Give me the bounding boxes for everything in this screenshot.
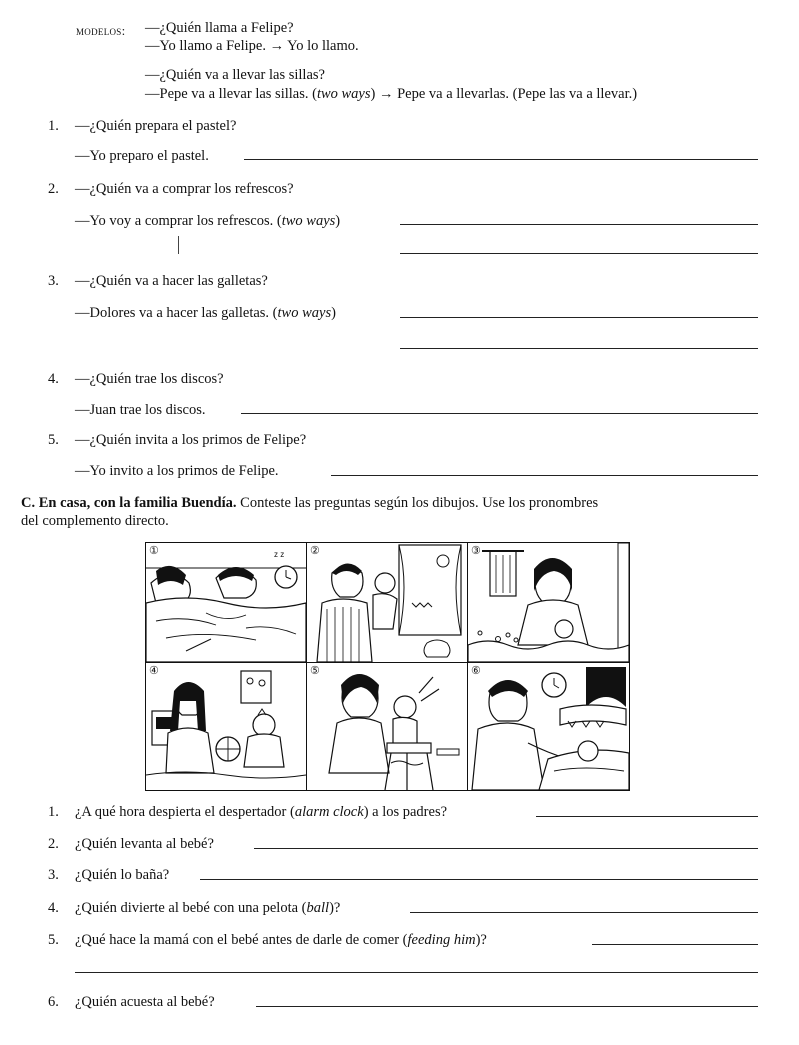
c-question-3-answer-line[interactable] xyxy=(200,879,758,880)
item-3-question: —¿Quién va a hacer las galletas? xyxy=(75,273,268,289)
item-1-answer: —Yo preparo el pastel. xyxy=(75,148,209,164)
c-question-5-answer-line-2[interactable] xyxy=(75,972,758,973)
panel-5-number: ⑤ xyxy=(310,665,320,677)
part-c-instructions-cont: del complemento directo. xyxy=(21,513,169,529)
panel-1-number: ① xyxy=(149,545,159,557)
panel-3-drawing xyxy=(468,543,629,662)
svg-text:z z: z z xyxy=(274,550,285,559)
panel-5-drawing xyxy=(307,663,467,790)
item-2-question: —¿Quién va a comprar los refrescos? xyxy=(75,181,294,197)
item-3-answer-line-2[interactable] xyxy=(400,348,758,349)
panel-4-drawing xyxy=(146,663,306,790)
item-4-question: —¿Quién trae los discos? xyxy=(75,371,224,387)
item-1-number: 1. xyxy=(48,118,59,134)
panel-2 xyxy=(307,543,468,663)
model-1-answer: —Yo llamo a Felipe. → Yo lo llamo. xyxy=(145,38,359,54)
model-2-question: —¿Quién va a llevar las sillas? xyxy=(145,67,325,83)
panel-3-number: ③ xyxy=(471,545,481,557)
panel-4 xyxy=(146,663,307,790)
panel-1-drawing xyxy=(146,543,306,662)
item-2-answer-line-2[interactable] xyxy=(400,253,758,254)
panel-6-drawing xyxy=(468,663,629,790)
panel-5 xyxy=(307,663,468,790)
c-question-5-number: 5. xyxy=(48,932,59,948)
item-3-answer-line-1[interactable] xyxy=(400,317,758,318)
panel-6-number: ⑥ xyxy=(471,665,481,677)
item-5-number: 5. xyxy=(48,432,59,448)
c-question-6-text: ¿Quién acuesta al bebé? xyxy=(75,994,215,1010)
c-question-4-answer-line[interactable] xyxy=(410,912,758,913)
c-question-1-number: 1. xyxy=(48,804,59,820)
stray-mark xyxy=(178,236,180,254)
c-question-4-number: 4. xyxy=(48,900,59,916)
c-question-3-text: ¿Quién lo baña? xyxy=(75,867,170,883)
item-5-answer-line[interactable] xyxy=(331,475,758,476)
c-question-5-answer-line-1[interactable] xyxy=(592,944,758,945)
item-5-question: —¿Quién invita a los primos de Felipe? xyxy=(75,432,307,448)
panel-2-drawing xyxy=(307,543,467,662)
item-2-answer-line-1[interactable] xyxy=(400,224,758,225)
item-1-question: —¿Quién prepara el pastel? xyxy=(75,118,237,134)
item-2-number: 2. xyxy=(48,181,59,197)
c-question-6-number: 6. xyxy=(48,994,59,1010)
c-question-2-text: ¿Quién levanta al bebé? xyxy=(75,836,214,852)
c-question-5-text: ¿Qué hace la mamá con el bebé antes de darle de comer (feeding him)? xyxy=(75,932,487,948)
panel-6 xyxy=(468,663,629,790)
panel-1 xyxy=(146,543,307,663)
item-4-number: 4. xyxy=(48,371,59,387)
c-question-3-number: 3. xyxy=(48,867,59,883)
model-1-question: —¿Quién llama a Felipe? xyxy=(145,20,294,36)
item-1-answer-line[interactable] xyxy=(244,159,758,160)
panel-3 xyxy=(468,543,629,663)
c-question-6-answer-line[interactable] xyxy=(256,1006,758,1007)
c-question-1-answer-line[interactable] xyxy=(536,816,758,817)
panel-4-number: ④ xyxy=(149,665,159,677)
illustration-grid xyxy=(145,542,630,791)
item-4-answer: —Juan trae los discos. xyxy=(75,402,206,418)
c-question-1-text: ¿A qué hora despierta el despertador (alarm clock) a los padres? xyxy=(75,804,448,820)
models-label: modelos: xyxy=(76,23,126,38)
c-question-4-text: ¿Quién divierte al bebé con una pelota (ball)? xyxy=(75,900,341,916)
part-c-heading: C. En casa, con la familia Buendía. Conteste las preguntas según los dibujos. Use los pronombres xyxy=(21,495,599,511)
c-question-2-number: 2. xyxy=(48,836,59,852)
item-2-answer: —Yo voy a comprar los refrescos. (two ways) xyxy=(75,213,341,229)
item-4-answer-line[interactable] xyxy=(241,413,758,414)
item-3-number: 3. xyxy=(48,273,59,289)
panel-2-number: ② xyxy=(310,545,320,557)
item-3-answer: —Dolores va a hacer las galletas. (two ways) xyxy=(75,305,336,321)
c-question-2-answer-line[interactable] xyxy=(254,848,758,849)
model-2-answer: —Pepe va a llevar las sillas. (two ways) → Pepe va a llevarlas. (Pepe las va a llevar.) xyxy=(145,86,638,102)
item-5-answer: —Yo invito a los primos de Felipe. xyxy=(75,463,279,479)
